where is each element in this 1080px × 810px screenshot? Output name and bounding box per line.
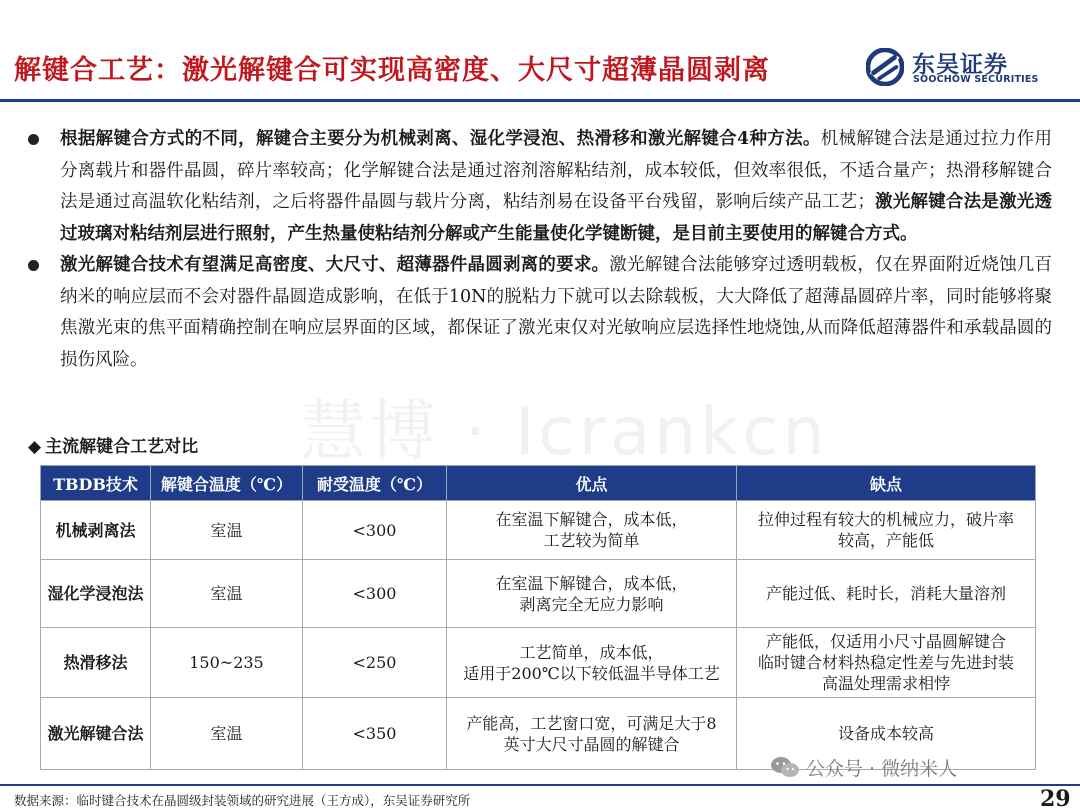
cons-cell: 产能过低、耗时长，消耗大量溶剂 bbox=[737, 560, 1036, 628]
method-name: 热滑移法 bbox=[41, 628, 151, 698]
pros-cell: 产能高，工艺窗口宽，可满足大于8 英寸大尺寸晶圆的解键合 bbox=[447, 698, 737, 770]
bullet-item bbox=[22, 250, 1052, 376]
soochow-logo-icon bbox=[866, 48, 904, 86]
tolerance-cell: <250 bbox=[303, 628, 447, 698]
header-divider bbox=[0, 99, 1080, 102]
header-cell: 优点 bbox=[447, 466, 737, 501]
bullet-body: 激光解键合法能够穿过透明载板，仅在界面附近烧蚀几百纳米的响应层而不会对器件晶圆造成影响，在低于10N的脱粘力下就可以去除载板，大大降低了超薄晶圆碎片率，同时能够将聚焦激光束的焦平面精确控制在响应层界面的区域，都保证了激光束仅对光敏响应层选择性地烧蚀,从而降低超薄器件和承载晶圆的损伤风险。 bbox=[60, 255, 1053, 370]
comparison-table bbox=[40, 465, 1036, 770]
diamond-icon: ◆ bbox=[28, 437, 42, 457]
bullet-tail: 激光解键合法是激光透过玻璃对粘结剂层进行照射，产生热量使粘结剂分解或产生能量使化学键断键，是目前主要使用的解键合方式。 bbox=[60, 192, 1053, 244]
debond-temp-cell: 室温 bbox=[151, 698, 303, 770]
soochow-logo bbox=[866, 44, 1066, 90]
wechat-icon bbox=[770, 755, 800, 779]
bullet-body: 机械解键合法是通过拉力作用分离载片和器件晶圆，碎片率较高；化学解键合法是通过溶剂溶解粘结剂，成本较低，但效率很低，不适合量产；热滑移解键合法是通过高温软化粘结剂，之后将器件晶圆与载片分离，粘结剂易在设备平台残留，影响后续产品工艺； bbox=[60, 129, 1052, 212]
table-row bbox=[41, 628, 1036, 698]
section-title-text: 主流解键合工艺对比 bbox=[45, 437, 199, 457]
logo-text-cn: 东吴证券 bbox=[912, 52, 1008, 78]
logo-text-en: SOOCHOW SECURITIES bbox=[913, 74, 1039, 85]
cons-cell: 设备成本较高 bbox=[737, 698, 1036, 770]
bullet-item bbox=[22, 124, 1052, 250]
pros-cell: 在室温下解键合，成本低， 工艺较为简单 bbox=[447, 501, 737, 560]
pros-cell: 工艺简单，成本低， 适用于200℃以下较低温半导体工艺 bbox=[447, 628, 737, 698]
header-cell: 解键合温度（℃） bbox=[151, 466, 303, 501]
section-title bbox=[28, 432, 198, 457]
table-header-row bbox=[41, 466, 1036, 501]
wechat-text: 公众号 · 微纳米人 bbox=[806, 757, 958, 780]
bullet-list bbox=[22, 124, 1052, 376]
method-name: 机械剥离法 bbox=[41, 501, 151, 560]
header-cell: 缺点 bbox=[737, 466, 1036, 501]
footer-divider bbox=[0, 784, 1080, 786]
bullet-dot-icon bbox=[28, 260, 39, 271]
pros-cell: 在室温下解键合，成本低， 剥离完全无应力影响 bbox=[447, 560, 737, 628]
bullet-lead: 根据解键合方式的不同，解键合主要分为机械剥离、湿化学浸泡、热滑移和激光解键合4种方法。 bbox=[60, 129, 821, 149]
table-row bbox=[41, 560, 1036, 628]
bullet-lead: 激光解键合技术有望满足高密度、大尺寸、超薄器件晶圆剥离的要求。 bbox=[60, 255, 610, 275]
debond-temp-cell: 150~235 bbox=[151, 628, 303, 698]
data-source: 数据来源：临时键合技术在晶圆级封装领域的研究进展（王方成），东吴证券研究所 bbox=[14, 793, 471, 808]
debond-temp-cell: 室温 bbox=[151, 501, 303, 560]
tolerance-cell: <300 bbox=[303, 560, 447, 628]
table-row bbox=[41, 501, 1036, 560]
method-name: 激光解键合法 bbox=[41, 698, 151, 770]
bullet-dot-icon bbox=[28, 134, 39, 145]
tolerance-cell: <300 bbox=[303, 501, 447, 560]
page-header bbox=[0, 0, 1080, 100]
watermark: 慧博 · Icrankcn bbox=[300, 393, 829, 470]
wechat-badge bbox=[770, 752, 957, 782]
cons-cell: 产能低，仅适用小尺寸晶圆解键合 临时键合材料热稳定性差与先进封装 高温处理需求相悖 bbox=[737, 628, 1036, 698]
method-name: 湿化学浸泡法 bbox=[41, 560, 151, 628]
debond-temp-cell: 室温 bbox=[151, 560, 303, 628]
header-cell: 耐受温度（℃） bbox=[303, 466, 447, 501]
header-cell: TBDB技术 bbox=[41, 466, 151, 501]
cons-cell: 拉伸过程有较大的机械应力，破片率 较高，产能低 bbox=[737, 501, 1036, 560]
page-title: 解键合工艺：激光解键合可实现高密度、大尺寸超薄晶圆剥离 bbox=[14, 55, 770, 86]
tolerance-cell: <350 bbox=[303, 698, 447, 770]
page-number: 29 bbox=[1040, 786, 1071, 810]
